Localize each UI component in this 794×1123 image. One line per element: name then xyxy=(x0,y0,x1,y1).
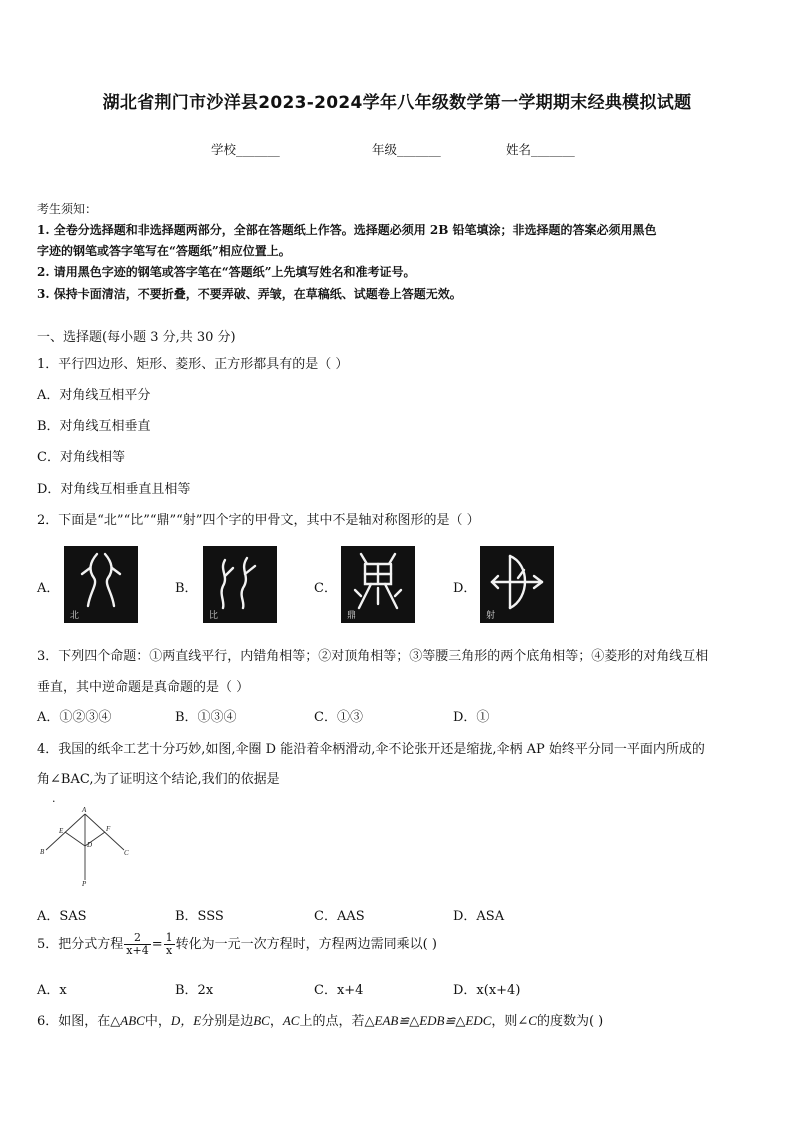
q6-stem: 6．如图，在△ABC中，D，E分别是边BC，AC上的点，若△EAB≌△EDB≌△EDC，则∠C的度数为( ) xyxy=(37,1013,604,1029)
notice-heading: 考生须知： xyxy=(37,202,98,216)
q4-option-b: B．SSS xyxy=(175,909,224,924)
notice-line2: 2. 请用黑色字迹的钢笔或答字笔在“答题纸”上先填写姓名和准考证号。 xyxy=(37,265,416,279)
q1-option-b: B．对角线互相垂直 xyxy=(37,419,151,434)
oracle-ding-caption: 鼎 xyxy=(347,611,357,621)
q2-option-b: B． xyxy=(175,581,198,596)
q5-fraction-left: $\frac{2}{x+4}$ xyxy=(126,931,149,957)
label-a: A xyxy=(82,806,87,814)
q4-option-a: A．SAS xyxy=(37,909,87,924)
oracle-bei-image xyxy=(64,546,138,623)
q5-option-b: B．2x xyxy=(175,983,214,998)
notice-line1b: 字迹的钢笔或答字笔写在“答题纸”相应位置上。 xyxy=(37,244,291,258)
q5-option-d: D．x(x+4) xyxy=(453,983,521,998)
label-p: P xyxy=(82,880,87,888)
q5-pre: 5．把分式方程 xyxy=(37,937,124,952)
page-title: 湖北省荆门市沙洋县2023-2024学年八年级数学第一学期期末经典模拟试题 xyxy=(102,93,692,113)
label-d: D xyxy=(87,841,93,849)
q3-option-a: A．①②③④ xyxy=(37,710,112,725)
q3-option-d: D．① xyxy=(453,710,490,725)
q1-option-d: D．对角线互相垂直且相等 xyxy=(37,482,191,497)
stretcher-ed xyxy=(65,832,85,846)
q4-stem-line1: 4．我国的纸伞工艺十分巧妙,如图,伞圈 D 能沿着伞柄滑动,伞不论张开还是缩拢,伞柄 AP 始终平分同一平面内所成的 xyxy=(37,742,705,757)
q2-stem: 2．下面是“北”“比”“鼎”“射”四个字的甲骨文，其中不是轴对称图形的是（ ） xyxy=(37,513,480,528)
q4-option-d: D．ASA xyxy=(453,909,505,924)
q5-post: 转化为一元一次方程时，方程两边需同乘以( ) xyxy=(175,937,437,952)
name-field: 姓名_______ xyxy=(506,142,575,157)
q4-option-c: C．AAS xyxy=(314,909,365,924)
oracle-she-caption: 射 xyxy=(486,611,496,621)
oracle-bi-image xyxy=(203,546,277,623)
q2-option-c: C． xyxy=(314,581,337,596)
umbrella-diagram xyxy=(36,804,136,888)
section-heading: 一、选择题(每小题 3 分,共 30 分) xyxy=(37,330,236,345)
q2-option-a: A． xyxy=(37,581,60,596)
q1-option-a: A．对角线互相平分 xyxy=(37,388,151,403)
q4-dot: . xyxy=(52,792,56,805)
q5-option-c: C．x+4 xyxy=(314,983,364,998)
oracle-she-image xyxy=(480,546,554,623)
q3-stem-line2: 垂直，其中逆命题是真命题的是（ ） xyxy=(37,680,250,695)
oracle-bi-caption: 比 xyxy=(209,611,219,621)
q1-option-c: C．对角线相等 xyxy=(37,450,125,465)
label-c: C xyxy=(124,849,129,857)
q3-stem-line1: 3．下列四个命题：①两直线平行，内错角相等；②对顶角相等；③等腰三角形的两个底角相等；④菱形的对角线互相 xyxy=(37,649,709,664)
oracle-bei-caption: 北 xyxy=(70,611,80,621)
q2-option-d: D． xyxy=(453,581,477,596)
q5-equals: = xyxy=(151,937,163,952)
label-f: F xyxy=(106,825,111,833)
q1-stem: 1．平行四边形、矩形、菱形、正方形都具有的是（ ） xyxy=(37,357,349,372)
q5-option-a: A．x xyxy=(37,983,67,998)
label-b: B xyxy=(40,848,45,856)
q5-fraction-right: $\frac{1}{x}$ xyxy=(165,931,173,957)
notice-line1a: 1. 全卷分选择题和非选择题两部分，全部在答题纸上作答。选择题必须用 2B 铅笔填涂；非选择题的答案必须用黑色 xyxy=(37,223,657,237)
grade-field: 年级_______ xyxy=(372,142,441,157)
school-field: 学校_______ xyxy=(211,142,280,157)
q4-stem-line2: 角∠BAC,为了证明这个结论,我们的依据是 xyxy=(37,772,280,787)
oracle-ding-image xyxy=(341,546,415,623)
q3-option-c: C．①③ xyxy=(314,710,363,725)
q3-option-b: B．①③④ xyxy=(175,710,237,725)
label-e: E xyxy=(59,827,64,835)
q5-stem xyxy=(37,932,437,957)
notice-line3: 3. 保持卡面清洁，不要折叠，不要弄破、弄皱，在草稿纸、试题卷上答题无效。 xyxy=(37,287,462,301)
